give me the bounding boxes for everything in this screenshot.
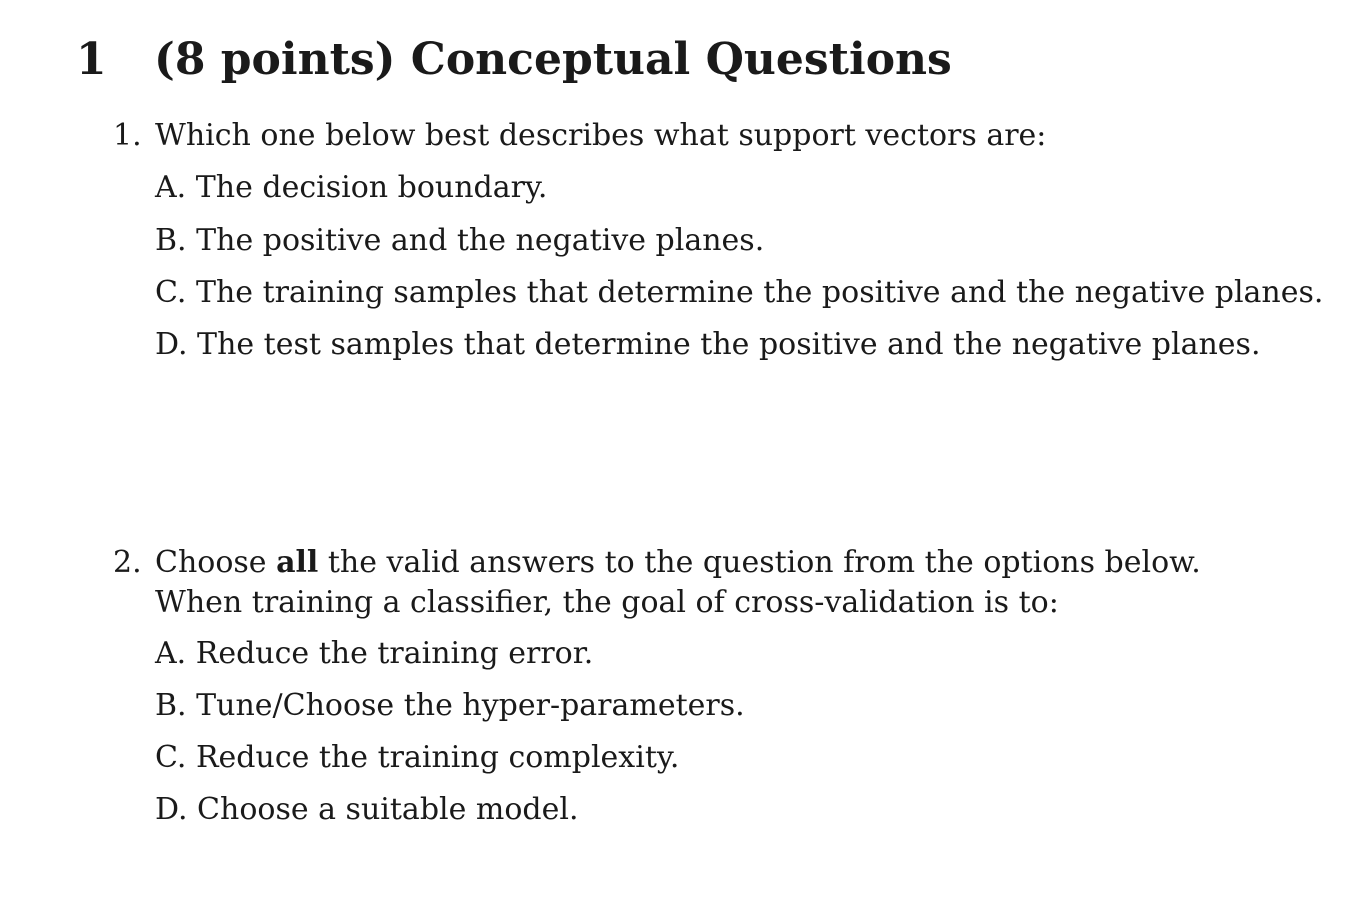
- question-1-option-b[interactable]: B. The positive and the negative planes.: [155, 223, 765, 258]
- section-heading: [76, 30, 952, 90]
- question-2-option-d[interactable]: D. Choose a suitable model.: [155, 792, 579, 827]
- question-1-number: 1.: [113, 118, 142, 153]
- question-1-text: Which one below best describes what support vectors are:: [155, 118, 1047, 153]
- question-2-option-a[interactable]: A. Reduce the training error.: [155, 636, 594, 671]
- question-2-number: 2.: [113, 545, 142, 580]
- question-2-prompt-post: the valid answers to the question from the options below.: [318, 545, 1201, 580]
- section-title: (8 points) Conceptual Questions: [154, 34, 952, 85]
- question-1-option-a[interactable]: A. The decision boundary.: [155, 170, 548, 205]
- question-2-text: When training a classifier, the goal of cross-validation is to:: [155, 585, 1059, 620]
- question-1-option-c[interactable]: C. The training samples that determine the positive and the negative planes.: [155, 275, 1324, 310]
- question-1-option-d[interactable]: D. The test samples that determine the positive and the negative planes.: [155, 327, 1261, 362]
- question-2-prompt-pre: Choose: [155, 545, 277, 580]
- question-2-prompt: [155, 543, 1201, 583]
- question-2-prompt-emphasis: all: [276, 545, 319, 580]
- question-2-option-c[interactable]: C. Reduce the training complexity.: [155, 740, 680, 775]
- question-2-option-b[interactable]: B. Tune/Choose the hyper-parameters.: [155, 688, 745, 723]
- section-number: 1: [76, 34, 107, 85]
